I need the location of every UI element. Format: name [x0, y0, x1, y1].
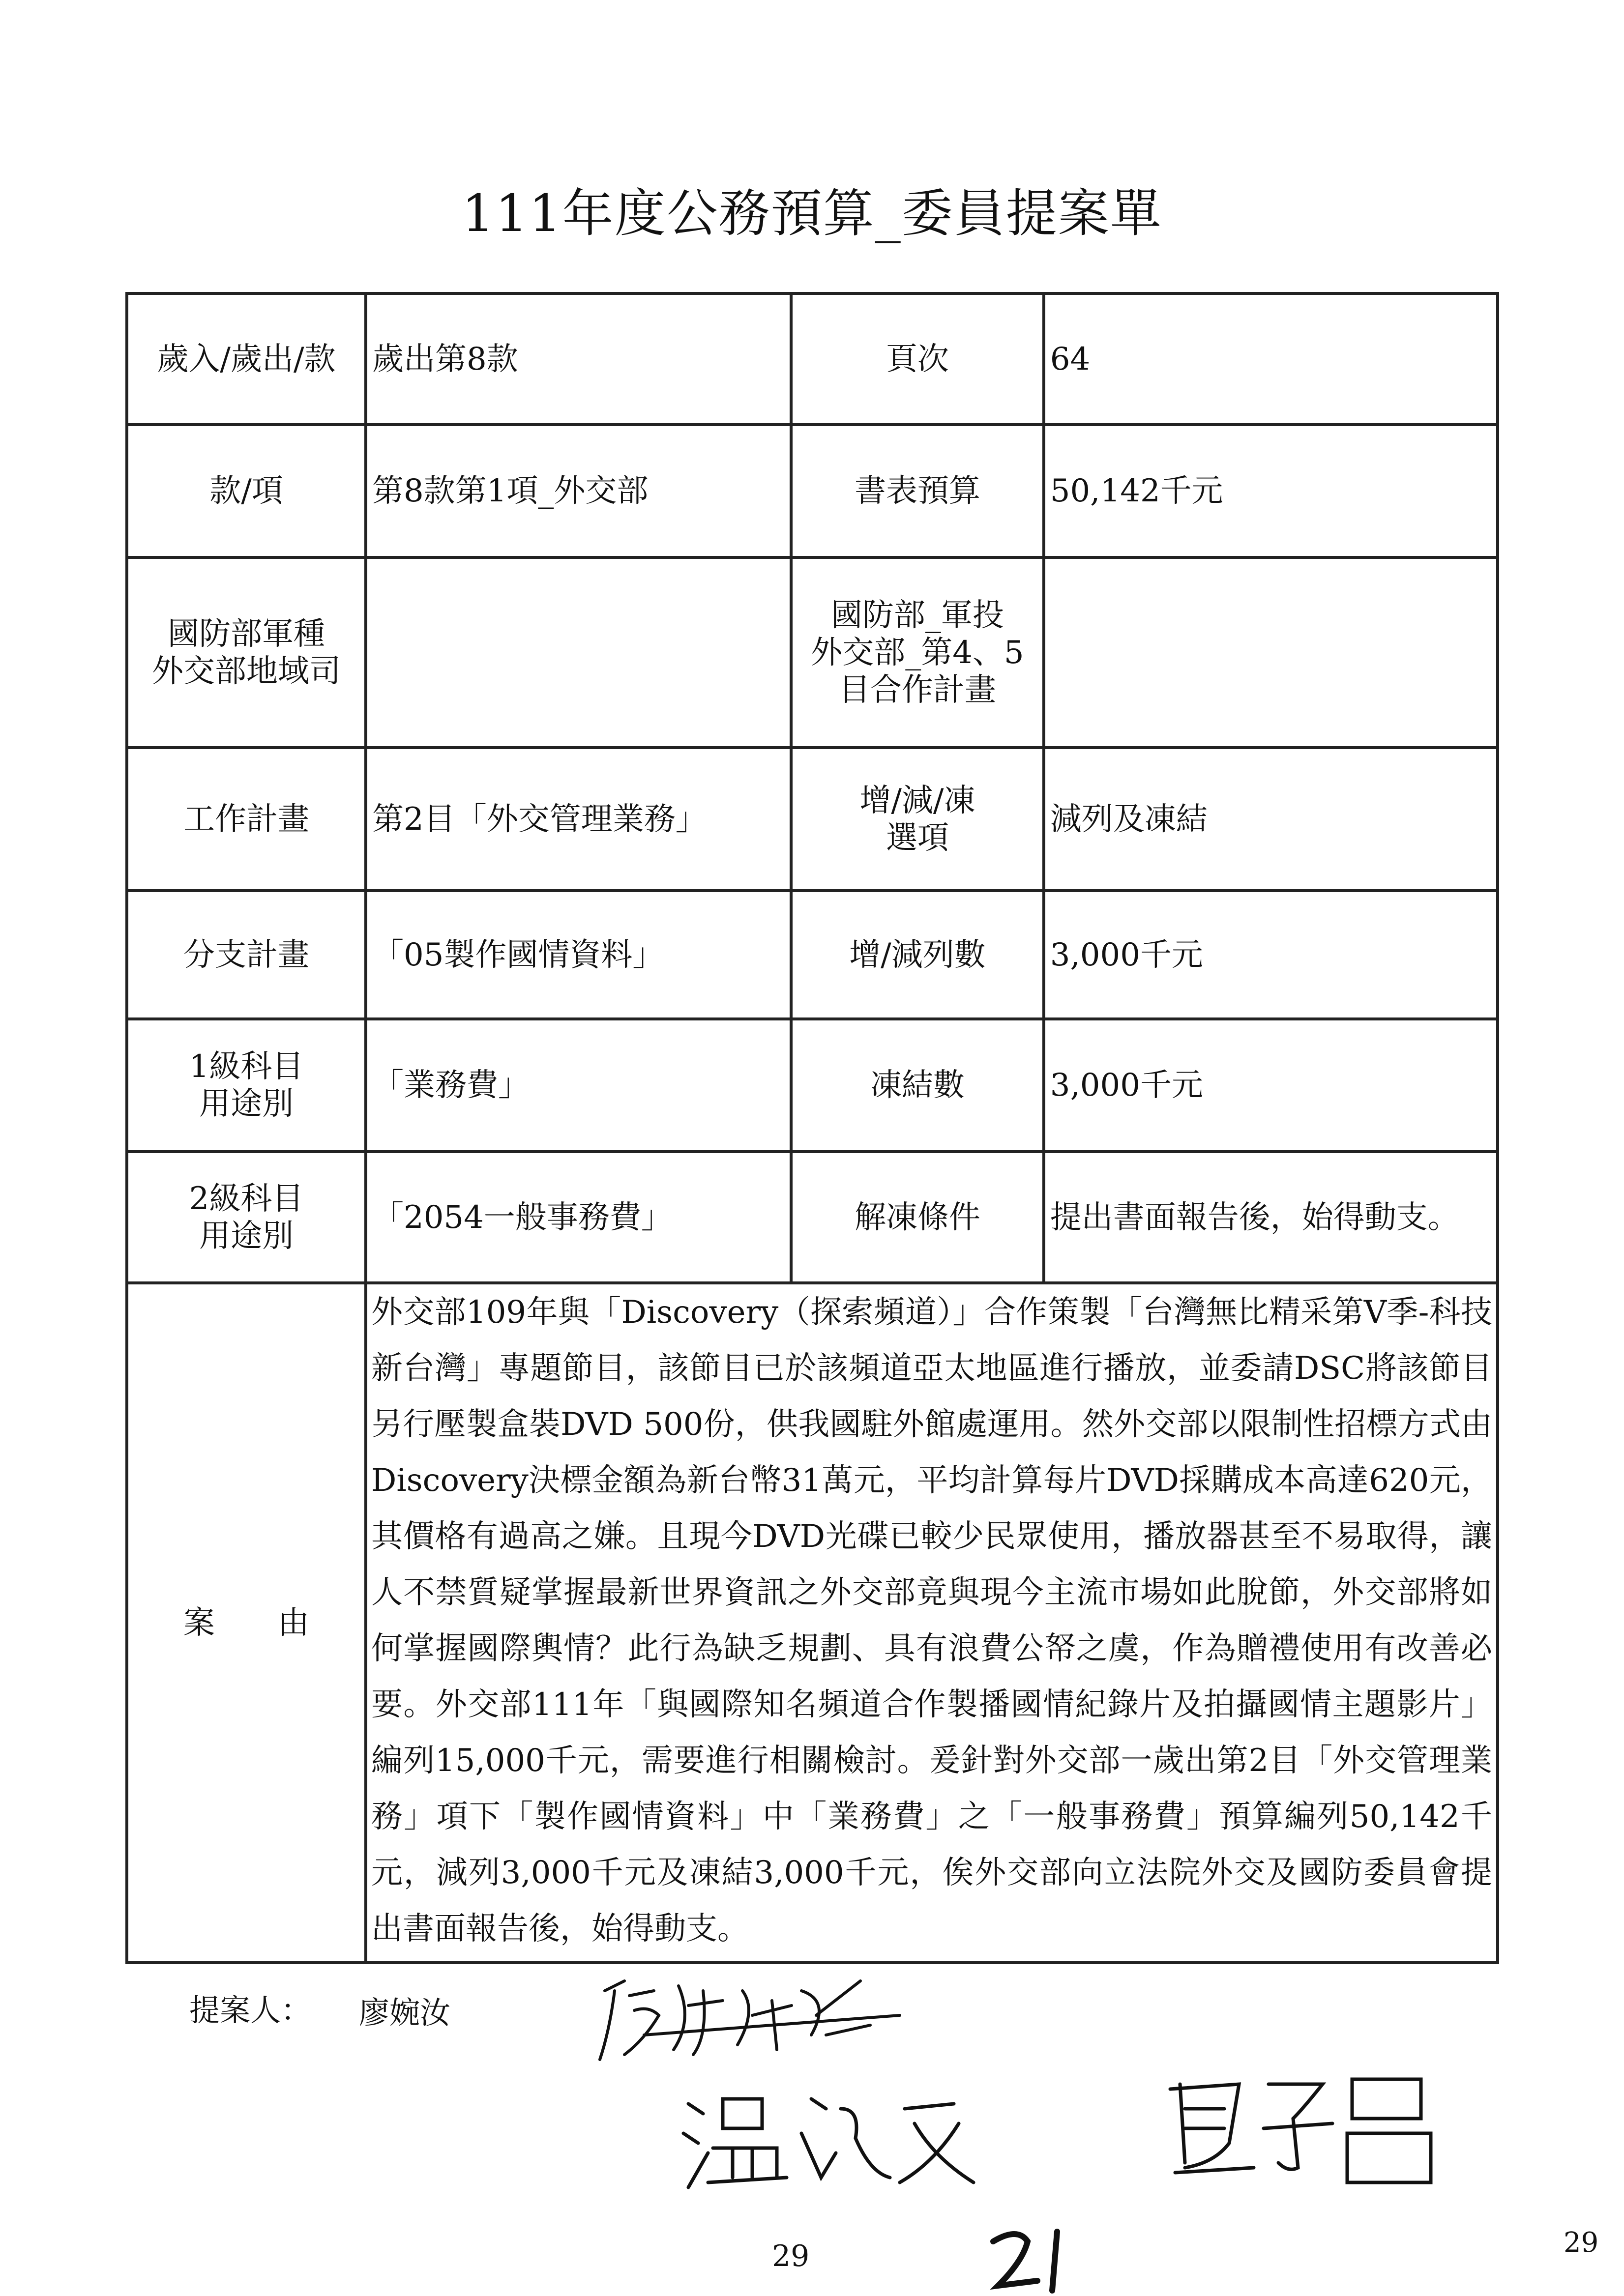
form-row [127, 1019, 1498, 1152]
row-value: 3,000千元 [1044, 891, 1498, 1019]
row-label: 增/減列數 [791, 891, 1044, 1019]
signature-2 [679, 2079, 998, 2197]
proposer-label: 提案人： [189, 1992, 312, 2028]
row-value: 歲出第8款 [366, 293, 791, 425]
row-value: 提出書面報告後，始得動支。 [1044, 1152, 1498, 1283]
form-row [127, 891, 1498, 1019]
row-value: 50,142千元 [1044, 425, 1498, 557]
row-label: 頁次 [791, 293, 1044, 425]
page-number: 29 [772, 2239, 810, 2273]
row-label: 書表預算 [791, 425, 1044, 557]
row-value: 「05製作國情資料」 [366, 891, 791, 1019]
row-label: 國防部軍種 外交部地域司 [127, 557, 366, 748]
row-label: 國防部_軍投 外交部_第4、5 目合作計畫 [791, 557, 1044, 748]
row-value [366, 557, 791, 748]
row-label: 1級科目 用途別 [127, 1019, 366, 1152]
row-label: 分支計畫 [127, 891, 366, 1019]
row-label: 解凍條件 [791, 1152, 1044, 1283]
row-label: 凍結數 [791, 1019, 1044, 1152]
row-value: 減列及凍結 [1044, 748, 1498, 891]
reason-text: 外交部109年與「Discovery（探索頻道）」合作策製「台灣無比精采第V季-科技新台灣」專題節目，該節目已於該頻道亞太地區進行播放，並委請DSC將該節目另行壓製盒裝DVD 500份，供我國駐外館處運用。然外交部以限制性招標方式由Discovery決標金額為新台幣31萬元，平均計算每片DVD採購成本高達620元，其價格有過高之嫌。且現今DVD光碟已較少民眾使用，播放器甚至不易取得，讓人不禁質疑掌握最新世界資訊之外交部竟與現今主流市場如此脫節，外交部將如何掌握國際輿情？此行為缺乏規劃、具有浪費公帑之虞，作為贈禮使用有改善必要。外交部111年「與國際知名頻道合作製播國情紀錄片及拍攝國情主題影片」編列15,000千元，需要進行相關檢討。爰針對外交部一歲出第2目「外交管理業務」項下「製作國情資料」中「業務費」之「一般事務費」預算編列50,142千元，減列3,000千元及凍結3,000千元，俟外交部向立法院外交及國防委員會提出書面報告後，始得動支。 [366, 1283, 1498, 1963]
row-value: 「業務費」 [366, 1019, 791, 1152]
form-row [127, 748, 1498, 891]
row-value: 3,000千元 [1044, 1019, 1498, 1152]
row-value: 64 [1044, 293, 1498, 425]
page-title: 111年度公務預算_委員提案單 [462, 183, 1162, 243]
proposal-form-table [125, 292, 1499, 1964]
row-label: 款/項 [127, 425, 366, 557]
row-label: 工作計畫 [127, 748, 366, 891]
row-value: 第2目「外交管理業務」 [366, 748, 791, 891]
row-value [1044, 557, 1498, 748]
proposer-name: 廖婉汝 [359, 1995, 451, 2031]
row-label: 歲入/歲出/款 [127, 293, 366, 425]
form-row [127, 557, 1498, 748]
row-value: 第8款第1項_外交部 [366, 425, 791, 557]
form-row [127, 425, 1498, 557]
row-label: 2級科目 用途別 [127, 1152, 366, 1283]
reason-label: 案 由 [127, 1283, 366, 1963]
reason-row [127, 1283, 1498, 1963]
form-row [127, 1152, 1498, 1283]
handwritten-page-number [983, 2222, 1096, 2296]
signature-3 [1155, 2064, 1450, 2192]
corner-page-number: 29 [1564, 2227, 1599, 2259]
row-value: 「2054一般事務費」 [366, 1152, 791, 1283]
form-row [127, 293, 1498, 425]
signature-1 [595, 1961, 915, 2074]
row-label: 增/減/凍 選項 [791, 748, 1044, 891]
